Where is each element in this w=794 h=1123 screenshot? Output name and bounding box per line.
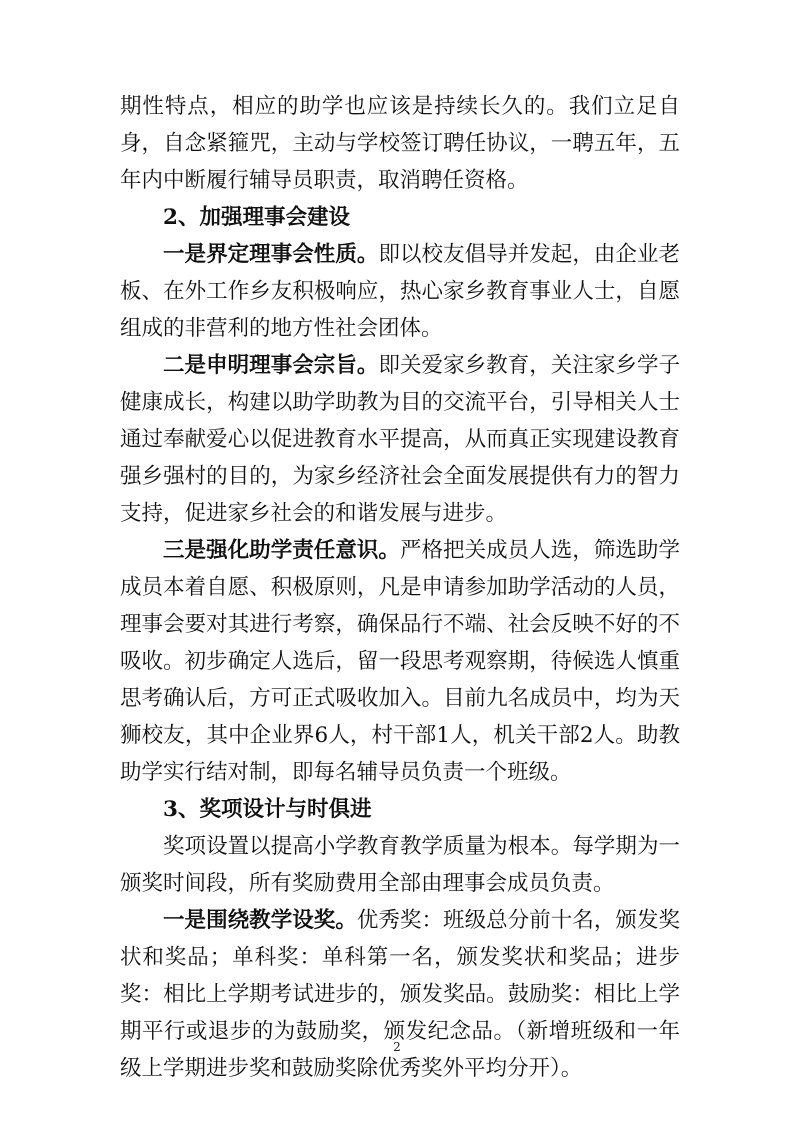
paragraph-text: 即以校友倡导并发起，由企业老板、在外工作乡友积极响应，热心家乡教育事业人士，自愿组成的非营利的地方性社会团体。 — [120, 242, 680, 341]
paragraph-text: 严格把关成员人选，筛选助学成员本着自愿、积极原则，凡是申请参加助学活动的人员，理事会要对其进行考察，确保品行不端、社会反映不好的不吸收。初步确定人选后，留一段思考观察期，待候选人慎重思考确认后，方可正式吸收加入。目前九名成员中，均为天狮校友，其中企业界6人，村干部1人，机关干部2人。助教助学实行结对制，即每名辅导员负责一个班级。 — [120, 538, 680, 785]
paragraph-text: 即关爱家乡教育，关注家乡学子健康成长，构建以助学助教为目的交流平台，引导相关人士通过奉献爱心以促进教育水平提高，从而真正实现建设教育强乡强村的目的，为家乡经济社会全面发展提供有力的智力支持，促进家乡社会的和谐发展与进步。 — [120, 353, 680, 526]
paragraph-award-setting — [120, 828, 680, 902]
page-number: 2 — [393, 1040, 401, 1054]
paragraph-lead: 二是申明理事会宗旨。 — [163, 353, 379, 378]
paragraph-text: 优秀奖：班级总分前十名，颁发奖状和奖品；单科奖：单科第一名，颁发奖状和奖品；进步奖：相比上学期考试进步的，颁发奖品。鼓励奖：相比上学期平行或退步的为鼓励奖，颁发纪念品。（新增班级和一年级上学期进步奖和鼓励奖除优秀奖外平均分开）。 — [120, 908, 680, 1081]
heading-text: 3、奖项设计与时俱进 — [163, 797, 372, 822]
paragraph-text: 期性特点，相应的助学也应该是持续长久的。我们立足自身，自念紧箍咒，主动与学校签订聘任协议，一聘五年，五年内中断履行辅导员职责，取消聘任资格。 — [120, 94, 680, 193]
paragraph-lead: 一是围绕教学设奖。 — [163, 908, 357, 933]
heading-text: 2、加强理事会建设 — [163, 205, 350, 230]
paragraph-teaching-awards — [120, 902, 680, 1087]
section-heading-3 — [120, 791, 680, 828]
paragraph-lead: 三是强化助学责任意识。 — [163, 538, 400, 563]
document-body — [120, 88, 680, 1087]
paragraph-council-nature — [120, 236, 680, 347]
paragraph-text: 奖项设置以提高小学教育教学质量为根本。每学期为一颁奖时间段，所有奖励费用全部由理事会成员负责。 — [120, 834, 680, 896]
paragraph-council-purpose — [120, 347, 680, 532]
paragraph-responsibility — [120, 532, 680, 791]
paragraph-continuation — [120, 88, 680, 199]
paragraph-lead: 一是界定理事会性质。 — [163, 242, 379, 267]
section-heading-2 — [120, 199, 680, 236]
